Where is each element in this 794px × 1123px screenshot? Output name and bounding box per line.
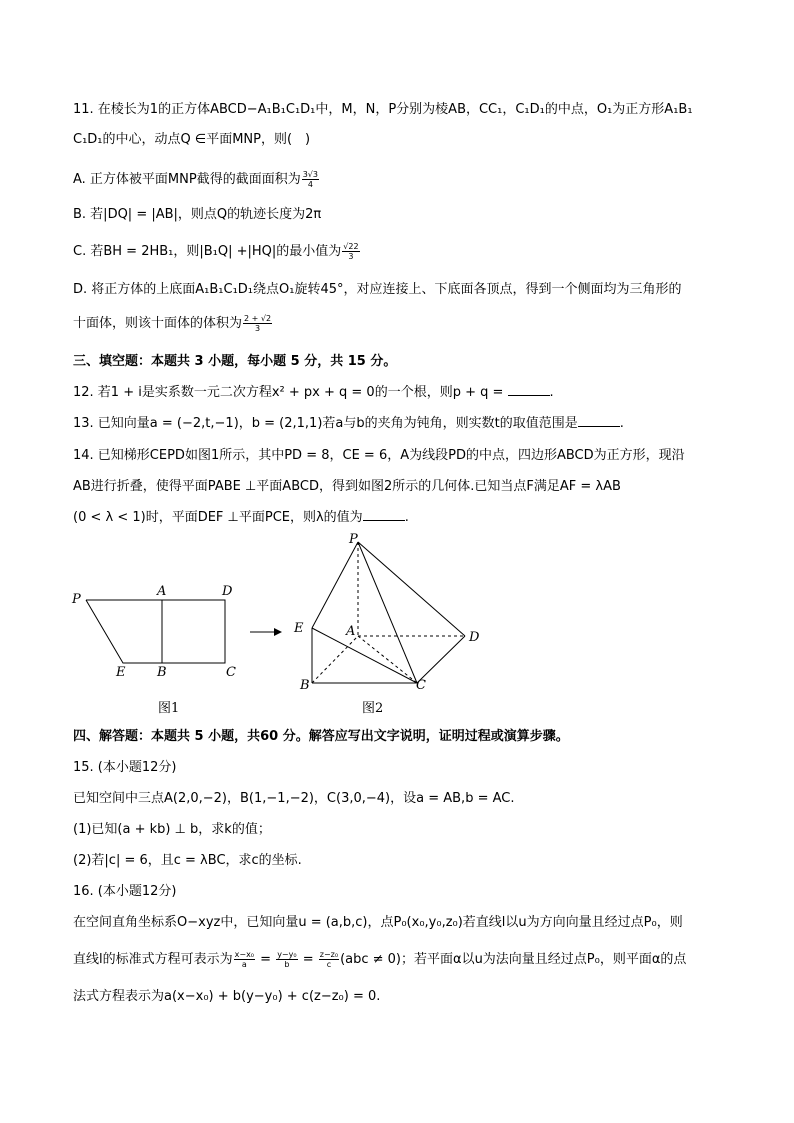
q15-line3: (2)若|c| = 6，且c = λBC，求c的坐标.	[73, 853, 302, 868]
transform-arrow-icon	[250, 628, 282, 636]
figure2-label-e: E	[294, 621, 304, 636]
answer-blank[interactable]	[578, 414, 620, 427]
figure2-edge-pd	[358, 542, 465, 636]
figure2-solid	[312, 542, 465, 683]
fraction: $\frac{\text{y−y₀}}{b}$	[277, 950, 297, 969]
figure1-label-p: P	[72, 592, 81, 607]
q14-line3: (0 < λ < 1)时，平面DEF ⊥平面PCE，则λ的值为 .	[73, 510, 409, 525]
q16-line3: 法式方程表示为a(x−x₀) + b(y−y₀) + c(z−z₀) = 0.	[73, 989, 381, 1004]
fraction: $\frac{\text{z−z₀}}{c}$	[319, 950, 339, 969]
q16-title: 16. (本小题12分)	[73, 884, 177, 899]
figure1-caption: 图1	[158, 701, 180, 716]
figure2-edge-pc	[358, 542, 417, 683]
q14-line1: 14. 已知梯形CEPD如图1所示，其中PD = 8，CE = 6，A为线段PD的中点，四边形ABCD为正方形，现沿	[73, 448, 685, 463]
figure1-label-e: E	[116, 665, 126, 680]
figure1-label-a: A	[157, 584, 167, 599]
fraction: $\frac{\text{x−x₀}}{a}$	[234, 950, 255, 969]
q14-line2: AB进行折叠，使得平面PABE ⊥平面ABCD，得到如图2所示的几何体.已知当点F满足AF = λAB	[73, 479, 621, 494]
answer-blank[interactable]	[508, 383, 550, 396]
figure2-label-a: A	[346, 624, 356, 639]
q11-line1: 11. 在棱长为1的正方体ABCD−A₁B₁C₁D₁中，M，N，P分别为棱AB，CC₁，C₁D₁的中点，O₁为正方形A₁B₁	[73, 102, 693, 117]
section-4-heading: 四、解答题：本题共 5 小题，共60 分。解答应写出文字说明，证明过程或演算步骤。	[73, 729, 569, 744]
q12-line: 12. 若1 + i是实系数一元二次方程x² + px + q = 0的一个根，则p + q = .	[73, 385, 554, 400]
figure1-label-d: D	[222, 584, 233, 599]
figure1-label-c: C	[226, 665, 236, 680]
q11-option-b: B. 若|DQ| = |AB|，则点Q的轨迹长度为2π	[73, 207, 322, 222]
figure2-edge-cd	[417, 636, 465, 683]
q11-cube-name: ABCD−A₁B₁C₁D₁	[210, 102, 316, 117]
figure2-label-b: B	[300, 678, 310, 693]
q15-title: 15. (本小题12分)	[73, 760, 177, 775]
figure2-edge-ba	[312, 636, 358, 683]
q11-option-a: A. 正方体被平面MNP截得的截面面积为 $\frac{3√3}{4}$	[73, 170, 318, 189]
q11-option-c: C. 若BH = 2HB₁，则|B₁Q| +|HQ|的最小值为 $\frac{√22}{3}$	[73, 242, 359, 261]
q15-line1: 已知空间中三点A(2,0,−2)，B(1,−1,−2)，C(3,0,−4)，设a = AB,b = AC.	[73, 791, 515, 806]
q11-option-d-line1: D. 将正方体的上底面A₁B₁C₁D₁绕点O₁旋转45°，对应连接上、下底面各顶点，得到一个侧面均为三角形的	[73, 282, 682, 297]
fraction: $\frac{3√3}{4}$	[302, 170, 318, 189]
q11-option-d-line2: 十面体，则该十面体的体积为 $\frac{2 + √2}{3}$	[73, 314, 272, 333]
q16-line1: 在空间直角坐标系O−xyz中，已知向量u = (a,b,c)，点P₀(x₀,y₀,z₀)若直线l以u为方向向量且经过点P₀，则	[73, 915, 683, 930]
fraction: $\frac{2 + √2}{3}$	[244, 314, 272, 333]
figure2-label-d: D	[469, 630, 480, 645]
figures-diagram	[60, 530, 500, 720]
figure2-label-c: C	[416, 678, 426, 693]
q13-line: 13. 已知向量a = (−2,t,−1)，b = (2,1,1)若a与b的夹角为钝角，则实数t的取值范围是 .	[73, 416, 624, 431]
figure2-caption: 图2	[362, 701, 384, 716]
figure1-trapezoid	[86, 600, 225, 663]
figure1-outline	[86, 600, 225, 663]
figure2-label-p: P	[349, 532, 358, 547]
q16-line2: 直线l的标准式方程可表示为 $\frac{\text{x−x₀}}{a}$ = $\frac{\text{y−y₀}}{b}$ = $\frac{\text{z−z₀}}{c}$ (abc ≠ 0)；若平面α以u为法向量且经过点P₀，则平面α的点	[73, 950, 687, 969]
figure2-edge-ep	[312, 542, 358, 628]
fraction: $\frac{√22}{3}$	[343, 242, 359, 261]
section-3-heading: 三、填空题：本题共 3 小题，每小题 5 分，共 15 分。	[73, 354, 397, 369]
figure2-edge-ac	[358, 636, 417, 683]
figure1-label-b: B	[157, 665, 167, 680]
q11-line2: C₁D₁的中心，动点Q ∈平面MNP，则( )	[73, 132, 311, 147]
q15-line2: (1)已知(a + kb) ⊥ b，求k的值；	[73, 822, 271, 837]
answer-blank[interactable]	[363, 508, 405, 521]
